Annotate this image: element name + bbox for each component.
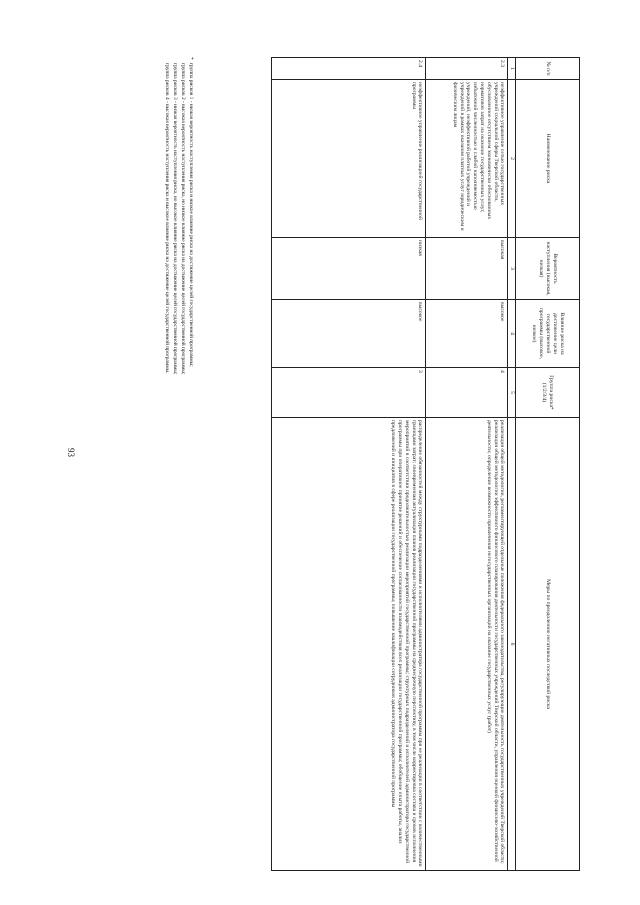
column-index: 3 [508, 238, 516, 300]
column-index-row [508, 58, 516, 871]
risk-probability: высокая [426, 238, 508, 300]
risk-table [271, 57, 580, 871]
footnote-line [171, 57, 179, 657]
column-index: 2 [508, 80, 516, 238]
header-risk-group: Группа риска* (1/2/3/4) [516, 368, 580, 418]
footnote-line [179, 57, 187, 657]
column-index: 6 [508, 418, 516, 871]
risk-impact: высокое [272, 300, 426, 368]
table-row [426, 58, 508, 871]
footnote-line [187, 57, 195, 657]
header-measures: Меры по преодолению негативных последствий риска [516, 418, 580, 871]
header-probability: Вероятность наступления (высокая, низкая) [516, 238, 580, 300]
column-index: 1 [508, 58, 516, 80]
risk-measures: распределение обязанностей между структурными подразделениями и исполнителями администратора государственной программы при ее реализации в соответствии с количественными границами затрат; своевременная актуализация планов реализации государственной программы на среднесрочную перспективу, в том числе корректировка состава и сроков исполнения мероприятий в соответствии продолжительностью реализации мероприятий государственной программы; структурных подразделений и исполнителей администратора государственной программы при оперативное принятие решений и обеспечение согласованности взаимодействия всех реализации государственной программы; обобщение опыта работы, анализ предложений и инициатив в сфере реализации государственной программы; повышение квалификации сотрудников администратора государственной программы [272, 418, 426, 871]
header-impact: Влияние риска на достижение цели государственной программы (высокое, низкое) [516, 300, 580, 368]
risk-name: неэффективное управление сетью государственных учреждений социальной сферы Тверской области, обусловленное отсутствием экономически обоснованных нормативов затрат на оказание государственных услуг, избыточной численностью и слабой наполняемостью учреждений, неэффективной работой учреждений и учреждений в рамках оказания платных услуг юридическим и физическим лицам [426, 80, 508, 238]
row-number: 2.3 [426, 58, 508, 80]
risk-impact: высокое [426, 300, 508, 368]
table-row [272, 58, 426, 871]
page-number: 93 [66, 448, 76, 457]
footnote-line [163, 57, 171, 657]
risk-measures: реализация общей методологии, регламентирующей отдельные положения федерального законодательства, регулирующие деятельность государственных учреждений Тверской области; реализация общей методологии эффективного финансового планирования деятельности государственных учреждений Тверской области, управления оценкой финансово-хозяйственной деятельности; определение возможности привлечения негосударственных организаций на оказание государственных услуг (работ) [426, 418, 508, 871]
footnotes [163, 57, 195, 657]
table-header-row [516, 58, 580, 871]
risk-name: неэффективное управление реализацией государственной программы [272, 80, 426, 238]
row-number: 2.4 [272, 58, 426, 80]
rotated-landscape-sheet [60, 57, 580, 870]
footnote-marker: * [188, 57, 194, 60]
footnote-text: группа рисков 1 - низкая вероятность наступления риска и низкое влияние риска на достижение целей государственной программы; [188, 62, 194, 367]
column-index: 4 [508, 300, 516, 368]
column-index: 5 [508, 368, 516, 418]
header-num: № п/п [516, 58, 580, 80]
footnote-text: группа рисков 2 - высокая вероятность наступления риска, но низкое влияние риска на достижение целей государственной программы; [179, 63, 186, 375]
footnote-text: группа рисков 4 - высокая вероятность наступления риска и высокое влияние риска на достижение целей государственной программы. [163, 63, 170, 374]
footnote-text: группа рисков 3 - низкая вероятность наступления риска, но высокое влияние риска на достижение целей государственной программы; [171, 63, 178, 375]
risk-group: 3 [272, 368, 426, 418]
risk-group: 4 [426, 368, 508, 418]
header-risk-name: Наименование риска [516, 80, 580, 238]
risk-probability: низкая [272, 238, 426, 300]
